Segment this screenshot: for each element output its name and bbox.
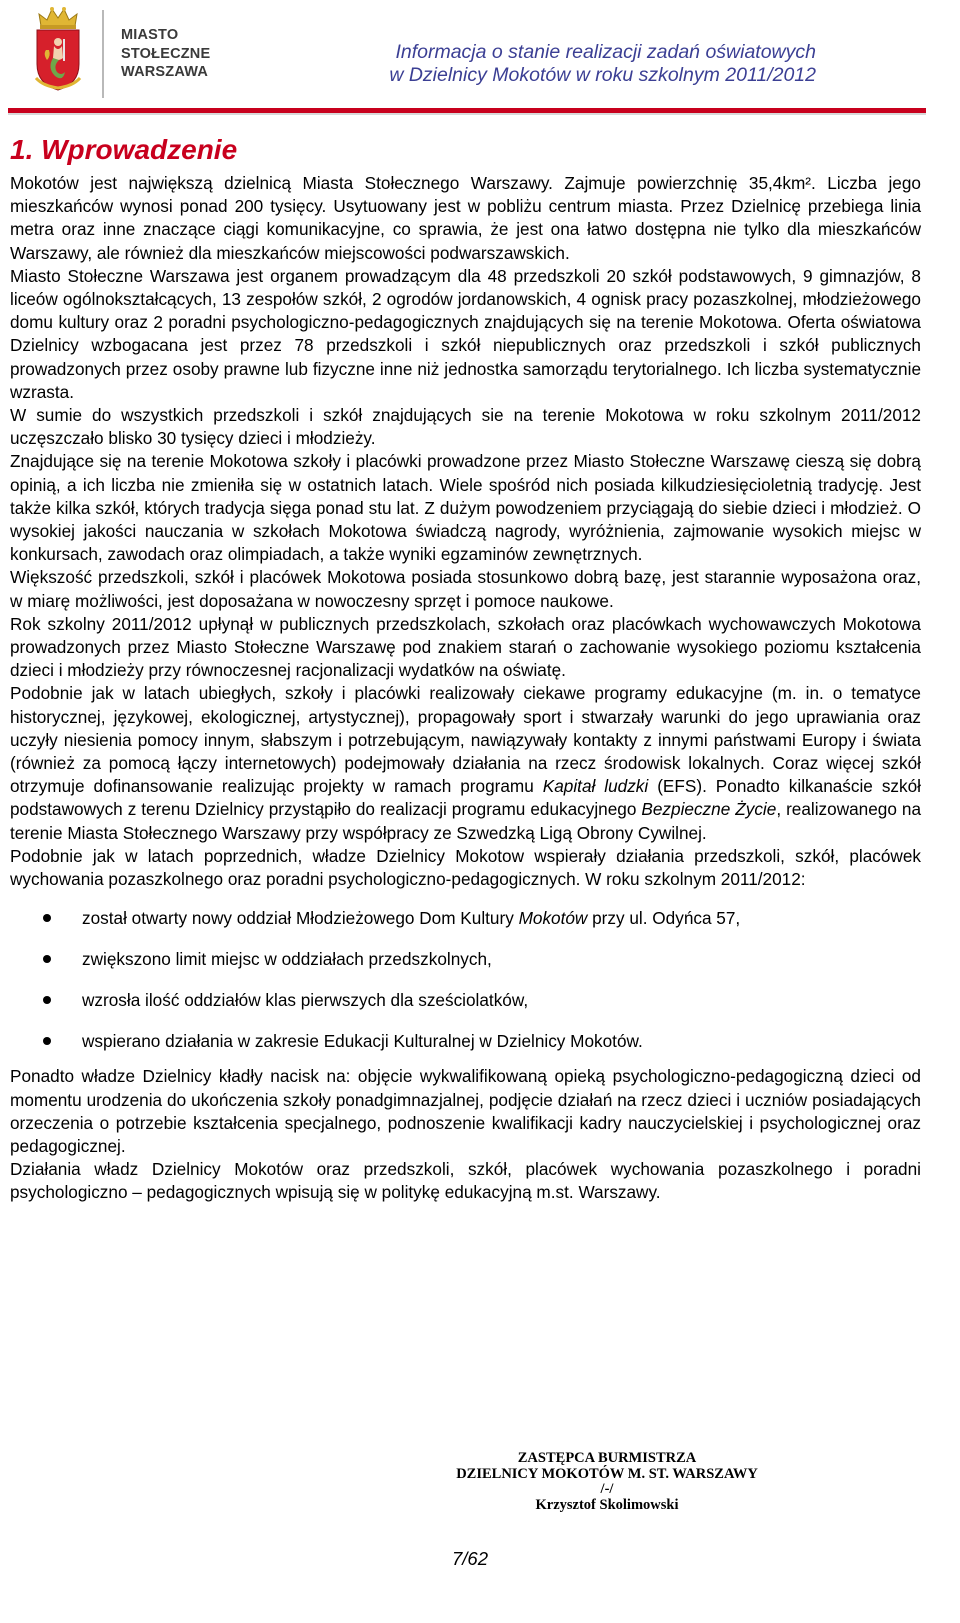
bullet-icon (43, 996, 51, 1004)
document-title-line: w Dzielnicy Mokotów w roku szkolnym 2011/2012 (389, 64, 816, 86)
document-title-line: Informacja o stanie realizacji zadań oświatowych (395, 41, 816, 63)
list-item-text: przy ul. Odyńca 57, (587, 908, 741, 929)
list-item (10, 907, 921, 930)
institution-name: Mokotów (518, 908, 588, 929)
list-item (10, 989, 921, 1012)
signature-office: DZIELNICY MOKOTÓW M. ST. WARSZAWY (456, 1465, 758, 1482)
paragraph-text: Podobnie jak w latach ubiegłych, szkoły i placówki realizowały ciekawe programy edukacyjne (m. in. o tematyce historycznej, językowej, ekologicznej, artystycznej), propagowały sport i stwarzały warunki do jego uprawiania oraz uczyły niesienia pomocy innym, słabszym i potrzebującym, nawiązywały kontakty z innymi państwami Europy i świata (również za pomocą łączy internetowych) podejmowały działania na rzecz środowisk lokalnych. Coraz więcej szkół otrzymuje dofinansowanie realizując projekty w ramach programu (10, 683, 921, 797)
bullet-list (10, 907, 921, 1053)
warsaw-crest-icon (33, 6, 83, 92)
signature-block (377, 1451, 837, 1513)
paragraph: Większość przedszkoli, szkół i placówek Mokotowa posiada stosunkowo dobrą bazę, jest starannie wyposażona oraz, w miarę możliwości, jest doposażana w nowoczesny sprzęt i pomoce naukowe. (10, 567, 921, 611)
bullet-icon (43, 1037, 51, 1045)
paragraph: Mokotów jest największą dzielnicą Miasta Stołecznego Warszawy. Zajmuje powierzchnię 35,4km². Liczba jego mieszkańców wynosi ponad 200 tysięcy. Usytuowany jest w pobliżu centrum miasta. Przez Dzielnicę przebiega linia metra oraz inne znaczące ciągi komunikacyjne, co sprawia, że jest ona łatwo dostępna nie tylko dla mieszkańców Warszawy, ale również dla mieszkańców miejscowości podwarszawskich. (10, 173, 921, 263)
signature-title: ZASTĘPCA BURMISTRZA (517, 1450, 697, 1466)
signature-name: Krzysztof Skolimowski (535, 1496, 679, 1513)
paragraph (10, 682, 921, 844)
paragraph: Ponadto władze Dzielnicy kładły nacisk na: objęcie wykwalifikowaną opieką psychologiczno-pedagogiczną dzieci od momentu urodzenia do ukończenia szkoły ponadgimnazjalnej, podjęcie działań na rzecz dzieci i uczniów posiadających orzeczenia o potrzebie kształcenia specjalnego, podnoszenie kwalifikacji kadry nauczycielskiej i psychologicznej oraz pedagogicznej. (10, 1066, 921, 1156)
list-item (10, 948, 921, 971)
bullet-icon (43, 914, 51, 922)
logo-divider (102, 10, 104, 98)
list-item (10, 1030, 921, 1053)
program-name: Bezpieczne Życie (641, 799, 777, 820)
list-item-text: zwiększono limit miejsc w oddziałach przedszkolnych, (82, 949, 492, 970)
logo-wordmark (121, 26, 210, 82)
logo-line: STOŁECZNE (121, 45, 211, 62)
paragraph: Miasto Stołeczne Warszawa jest organem prowadzącym dla 48 przedszkoli 20 szkół podstawowych, 9 gimnazjów, 8 liceów ogólnokształcących, 13 zespołów szkół, 2 ogrodów jordanowskich, 4 ognisk pracy pozaszkolnej, młodzieżowego domu kultury oraz 2 poradni psychologiczno-pedagogicznych znajdujących się na terenie Mokotowa. Oferta oświatowa Dzielnicy wzbogacana jest przez 78 przedszkoli i szkół niepublicznych oraz przedszkoli i szkół publicznych prowadzonych przez osoby prawne lub fizyczne inne niż jednostka samorządu terytorialnego. Ich liczba systematycznie wzrasta. (10, 265, 921, 402)
list-item-text: został otwarty nowy oddział Młodzieżowego Dom Kultury (82, 908, 519, 929)
paragraph: W sumie do wszystkich przedszkoli i szkół znajdujących sie na terenie Mokotowa w roku szkolnym 2011/2012 uczęszczało blisko 30 tysięcy dzieci i młodzieży. (10, 405, 921, 449)
paragraph: Podobnie jak w latach poprzednich, władze Dzielnicy Mokotow wspierały działania przedszkoli, szkół, placówek wychowania pozaszkolnego oraz poradni psychologiczno-pedagogicznych. W roku szkolnym 2011/2012: (10, 845, 921, 890)
document-title (389, 41, 816, 87)
paragraph-text: (EFS). Ponadto kilkanaście szkół podstawowych z terenu Dzielnicy przystąpiło do realizacji programu edukacyjnego (10, 776, 921, 820)
header-rule-shadow (8, 113, 926, 115)
paragraph: Rok szkolny 2011/2012 upłynął w publicznych przedszkolach, szkołach oraz placówkach wychowawczych Mokotowa prowadzonych przez Miasto Stołeczne Warszawę pod znakiem starań o zachowanie wysokiego poziomu kształcenia dzieci i młodzieży przy równoczesnej racjonalizacji wydatków na oświatę. (10, 613, 921, 681)
list-item-text: wzrosła ilość oddziałów klas pierwszych dla sześciolatków, (82, 990, 529, 1011)
logo-line: MIASTO (121, 27, 179, 43)
paragraph: Znajdujące się na terenie Mokotowa szkoły i placówki prowadzone przez Miasto Stołeczne Warszawę cieszą się dobrą opinią, a ich liczba nie zmieniła się w ostatnich latach. Wiele spośród nich posiada kilkudziesięcioletnią tradycję. Jest także kilka szkół, których tradycja sięga ponad stu lat. Z dużym powodzeniem przyciągają do siebie dzieci i młodzież. O wysokiej jakości nauczania w szkołach Mokotowa świadczą nagrody, wyróżnienia, zajmowanie wysokich miejsc w konkursach, zawodach oraz olimpiadach, a także wyniki egzaminów zewnętrznych. (10, 451, 921, 565)
list-item-text: wspierano działania w zakresie Edukacji Kulturalnej w Dzielnicy Mokotów. (82, 1031, 643, 1052)
bullet-icon (43, 955, 51, 963)
signature-mark: /-/ (600, 1481, 614, 1498)
page-number: 7/62 (451, 1548, 488, 1569)
paragraph: Działania władz Dzielnicy Mokotów oraz przedszkoli, szkół, placówek wychowania pozaszkolnego i poradni psychologiczno – pedagogicznych wpisują się w politykę edukacyjną m.st. Warszawy. (10, 1159, 921, 1203)
program-name: Kapitał ludzki (542, 776, 649, 797)
section-heading: 1. Wprowadzenie (10, 134, 238, 165)
paragraph-text: , realizowanego na terenie Miasta Stołecznego Warszawy przy współpracy ze Szwedzką Ligą Obrony Cywilnej. (10, 799, 921, 843)
document-body (10, 128, 921, 1205)
page-header (0, 0, 960, 120)
logo-line: WARSZAWA (121, 64, 208, 80)
